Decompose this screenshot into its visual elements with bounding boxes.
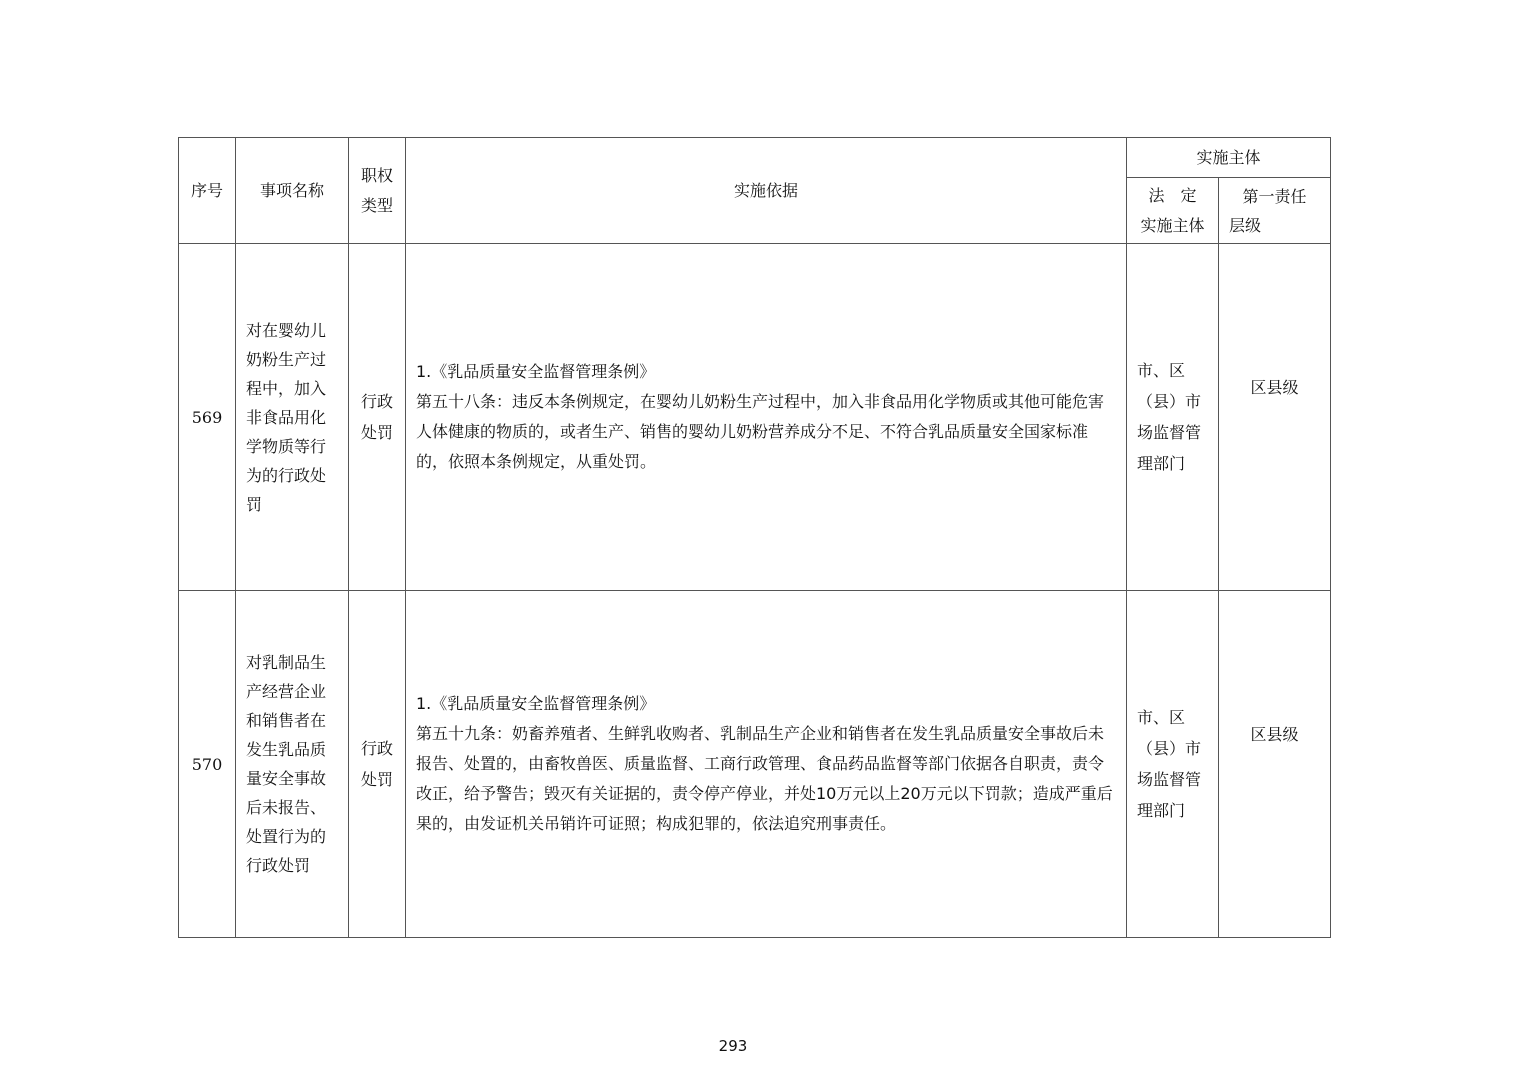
row-level: 区县级 (1219, 244, 1331, 591)
row-basis-title: 1.《乳品质量安全监督管理条例》 (416, 362, 656, 381)
header-legal-line1: 法 定 (1148, 185, 1197, 205)
header-name: 事项名称 (236, 138, 349, 244)
row-basis-text: 第五十八条：违反本条例规定，在婴幼儿奶粉生产过程中，加入非食品用化学物质或其他可能危害人体健康的物质的，或者生产、销售的婴幼儿奶粉营养成分不足、不符合乳品质量安全国家标准的，依照本条例规定，从重处罚。 (416, 392, 1105, 471)
row-type-line2: 处罚 (360, 423, 393, 442)
row-type (349, 244, 406, 591)
row-type (349, 591, 406, 938)
header-type-line2: 类型 (360, 195, 393, 215)
row-name: 对在婴幼儿奶粉生产过程中，加入非食品用化学物质等行为的行政处罚 (236, 244, 349, 591)
page-number: 293 (718, 1037, 748, 1055)
row-subject: 市、区（县）市场监督管理部门 (1127, 591, 1219, 938)
header-type (349, 138, 406, 244)
header-subject-group: 实施主体 (1127, 138, 1331, 178)
row-basis (406, 591, 1127, 938)
table-row (179, 591, 1331, 938)
row-basis (406, 244, 1127, 591)
header-legal-line2: 实施主体 (1140, 215, 1205, 235)
row-seq: 570 (179, 591, 236, 938)
header-level-line2: 层级 (1229, 215, 1262, 235)
row-type-line1: 行政 (360, 392, 393, 411)
header-basis: 实施依据 (406, 138, 1127, 244)
row-type-line2: 处罚 (360, 770, 393, 789)
row-basis-title: 1.《乳品质量安全监督管理条例》 (416, 694, 656, 713)
header-seq: 序号 (179, 138, 236, 244)
table-row (179, 244, 1331, 591)
document-table (178, 137, 1331, 938)
header-type-line1: 职权 (360, 165, 393, 185)
row-basis-text: 第五十九条：奶畜养殖者、生鲜乳收购者、乳制品生产企业和销售者在发生乳品质量安全事故后未报告、处置的，由畜牧兽医、质量监督、工商行政管理、食品药品监督等部门依据各自职责，责令改正，给予警告；毁灭有关证据的，责令停产停业，并处10万元以上20万元以下罚款；造成严重后果的，由发证机关吊销许可证照；构成犯罪的，依法追究刑事责任。 (416, 724, 1113, 833)
header-legal-subject (1127, 178, 1219, 244)
header-level-line1: 第一责任 (1242, 186, 1307, 206)
row-name: 对乳制品生产经营企业和销售者在发生乳品质量安全事故后未报告、处置行为的行政处罚 (236, 591, 349, 938)
row-level: 区县级 (1219, 591, 1331, 938)
row-seq: 569 (179, 244, 236, 591)
row-type-line1: 行政 (360, 739, 393, 758)
header-level (1219, 178, 1331, 244)
row-subject: 市、区（县）市场监督管理部门 (1127, 244, 1219, 591)
